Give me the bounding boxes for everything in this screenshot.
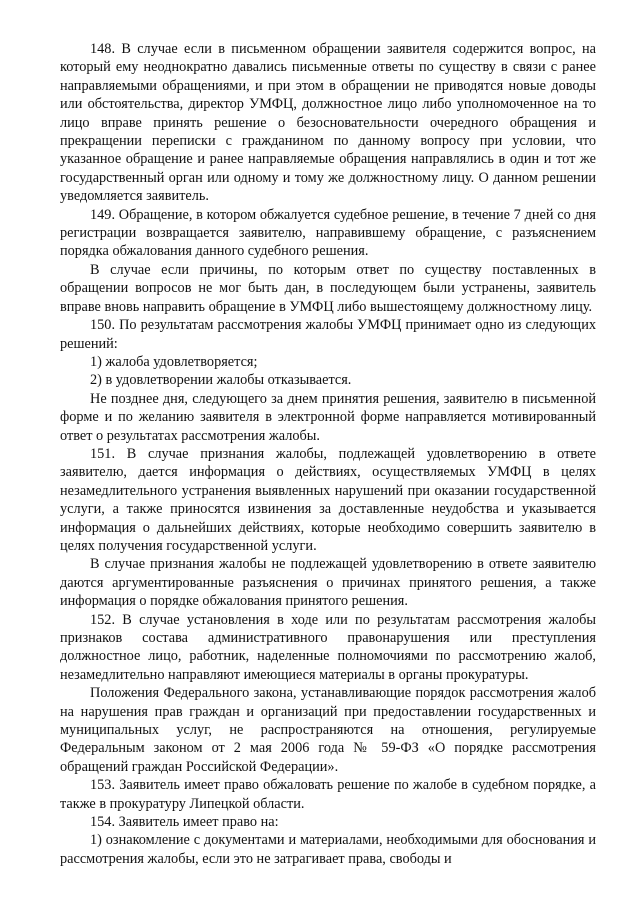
- paragraph-149: 149. Обращение, в котором обжалуется судебное решение, в течение 7 дней со дня регистрации возвращается заявителю, направившему обращение, с разъяснением порядка обжалования данного судебного решения.: [60, 206, 596, 260]
- paragraph-150: 150. По результатам рассмотрения жалобы УМФЦ принимает одно из следующих решений:: [60, 317, 596, 352]
- paragraph-151-cont: В случае признания жалобы не подлежащей удовлетворению в ответе заявителю даются аргументированные разъяснения о причинах принятого решения, а также информация о порядке обжалования принятого решения.: [60, 556, 596, 610]
- paragraph-151: 151. В случае признания жалобы, подлежащей удовлетворению в ответе заявителю, дается информация о действиях, осуществляемых УМФЦ в целях незамедлительного устранения выявленных нарушений при оказании государственной услуги, а также приносятся извинения за доставленные неудобства и указывается информация о дальнейших действиях, которые необходимо совершить заявителю в целях получения государственной услуги.: [60, 445, 596, 554]
- document-page: [60, 40, 596, 868]
- list-item-2: 2) в удовлетворении жалобы отказывается.: [90, 372, 352, 389]
- paragraph-154: 154. Заявитель имеет право на:: [90, 814, 279, 831]
- list-item-154-1: 1) ознакомление с документами и материалами, необходимыми для обоснования и рассмотрения жалобы, если это не затрагивает права, свободы и: [60, 832, 596, 867]
- paragraph-150-cont: Не позднее дня, следующего за днем принятия решения, заявителю в письменной форме и по желанию заявителя в электронной форме направляется мотивированный ответ о результатах рассмотрения жалобы.: [60, 390, 596, 444]
- paragraph-149-cont: В случае если причины, по которым ответ по существу поставленных в обращении вопросов не мог быть дан, в последующем были устранены, заявитель вправе вновь направить обращение в УМФЦ либо вышестоящему должностному лицу.: [60, 261, 596, 315]
- paragraph-152: 152. В случае установления в ходе или по результатам рассмотрения жалобы признаков состава административного правонарушения или преступления должностное лицо, работник, наделенные полномочиями по рассмотрению жалоб, незамедлительно направляют имеющиеся материалы в органы прокуратуры.: [60, 611, 596, 683]
- list-item-1: 1) жалоба удовлетворяется;: [90, 353, 258, 370]
- paragraph-152-cont: Положения Федерального закона, устанавливающие порядок рассмотрения жалоб на нарушения прав граждан и организаций при предоставлении государственных и муниципальных услуг, не распространяются на отношения, регулируемые Федеральным законом от 2 мая 2006 года № 59-ФЗ «О порядке рассмотрения обращений граждан Российской Федерации».: [60, 685, 596, 775]
- paragraph-153: 153. Заявитель имеет право обжаловать решение по жалобе в судебном порядке, а также в прокуратуру Липецкой области.: [60, 777, 596, 812]
- paragraph-148: 148. В случае если в письменном обращении заявителя содержится вопрос, на который ему неоднократно давались письменные ответы по существу в связи с ранее направляемыми обращениями, и при этом в обращении не приводятся новые доводы или обстоятельства, директор УМФЦ, должностное лицо либо уполномоченное на то лицо вправе принять решение о безосновательности очередного обращения и прекращении переписки с гражданином по данному вопросу при условии, что указанное обращение и ранее направляемые обращения направлялись в один и тот же государственный орган или одному и тому же должностному лицу. О данном решении уведомляется заявитель.: [60, 41, 596, 205]
